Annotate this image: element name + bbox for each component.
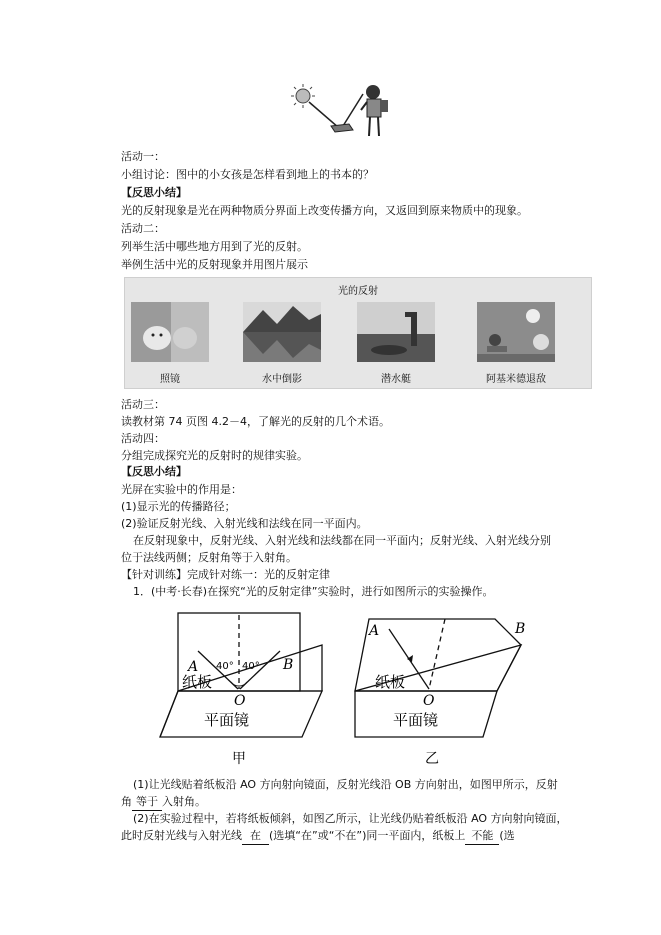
fig-yi-label-b: B xyxy=(515,621,526,637)
practice-label: 【针对训练】完成针对练一：光的反射定律 xyxy=(121,568,330,581)
fig-yi-caption: 乙 xyxy=(425,751,439,767)
answer-1b xyxy=(121,793,206,811)
answer-2a: (2)在实验过程中，若将纸板倾斜，如图乙所示，让光线仍贴着纸板沿 AO 方向射向镜面， xyxy=(133,812,568,825)
answer-2b-blank2: 不能 xyxy=(465,827,499,845)
answer-2b-mid: (选填“在”或“不在”)同一平面内，纸板上 xyxy=(269,829,466,842)
figure-yi xyxy=(345,605,530,770)
screen-role: 光屏在实验中的作用是： xyxy=(121,483,242,496)
fig-jia-label-a: A xyxy=(188,659,199,675)
activity2-line1: 列举生活中哪些地方用到了光的反射。 xyxy=(121,240,308,253)
answer-1b-post: 入射角。 xyxy=(162,795,206,808)
fig-jia-board: 纸板 xyxy=(182,673,213,691)
incident-beam xyxy=(309,102,339,128)
activity4-label: 活动四： xyxy=(121,432,165,445)
screen-role-1: (1)显示光的传播路径； xyxy=(121,500,236,513)
fig-yi-board: 纸板 xyxy=(375,673,406,691)
archimedes-image xyxy=(477,302,555,362)
caption-submarine: 潜水艇 xyxy=(381,374,411,385)
caption-water-reflection: 水中倒影 xyxy=(262,374,302,385)
activity3-text: 读教材第 74 页图 4.2－4，了解光的反射的几个术语。 xyxy=(121,415,390,428)
book-icon xyxy=(331,124,353,132)
girl-icon xyxy=(361,85,388,136)
activity1-summary-label: 【反思小结】 xyxy=(121,186,187,199)
mirror-dog-image xyxy=(131,302,209,362)
activity3-label: 活动三： xyxy=(121,398,165,411)
fig-yi-label-o: O xyxy=(423,693,435,709)
activity1-label: 活动一： xyxy=(121,150,165,163)
activity2-line2: 举例生活中光的反射现象并用图片展示 xyxy=(121,258,308,271)
periscope-image xyxy=(357,302,435,362)
fig-jia-caption: 甲 xyxy=(232,751,246,767)
figure-jia xyxy=(150,605,330,770)
fig-jia-angle-1: 40° xyxy=(216,661,234,672)
activity4-summary-label: 【反思小结】 xyxy=(121,465,187,478)
answer-1b-pre: 角 xyxy=(121,795,132,808)
question-1: 1．(中考·长春)在探究“光的反射定律”实验时，进行如图所示的实验操作。 xyxy=(133,585,494,598)
activity4-text: 分组完成探究光的反射时的规律实验。 xyxy=(121,449,308,462)
reflection-illustration xyxy=(285,80,400,140)
conclusion-line-b: 位于法线两侧；反射角等于入射角。 xyxy=(121,551,297,564)
answer-1a: (1)让光线贴着纸板沿 AO 方向射向镜面，反射光线沿 OB 方向射出，如图甲所示，反射 xyxy=(133,778,558,791)
answer-2b xyxy=(121,827,515,845)
activity1-summary-text: 光的反射现象是光在两种物质分界面上改变传播方向，又返回到原来物质中的现象。 xyxy=(121,204,528,217)
answer-2b-pre: 此时反射光线与入射光线 xyxy=(121,829,242,842)
reflected-beam xyxy=(343,94,363,126)
activity1-question: 小组讨论：图中的小女孩是怎样看到地上的书本的？ xyxy=(121,168,374,181)
answer-2b-post: (选 xyxy=(499,829,515,842)
fig-yi-mirror: 平面镜 xyxy=(393,711,439,729)
answer-2b-blank1: 在 xyxy=(242,827,269,845)
caption-mirror: 照镜 xyxy=(160,374,180,385)
screen-role-2: (2)验证反射光线、入射光线和法线在同一平面内。 xyxy=(121,517,368,530)
fig-jia-label-o: O xyxy=(234,693,246,709)
conclusion-line-a: 在反射现象中，反射光线、入射光线和法线都在同一平面内；反射光线、入射光线分别 xyxy=(133,534,551,547)
water-reflection-image xyxy=(243,302,321,362)
fig-yi-label-a: A xyxy=(369,623,380,639)
fig-jia-angle-2: 40° xyxy=(242,661,260,672)
photo-strip xyxy=(124,277,592,389)
answer-1b-blank: 等于 xyxy=(132,793,162,811)
activity2-label: 活动二： xyxy=(121,222,165,235)
fig-jia-label-b: B xyxy=(283,657,294,673)
photo-strip-title: 光的反射 xyxy=(338,286,378,297)
caption-archimedes: 阿基米德退敌 xyxy=(486,374,546,385)
fig-jia-mirror: 平面镜 xyxy=(204,711,250,729)
